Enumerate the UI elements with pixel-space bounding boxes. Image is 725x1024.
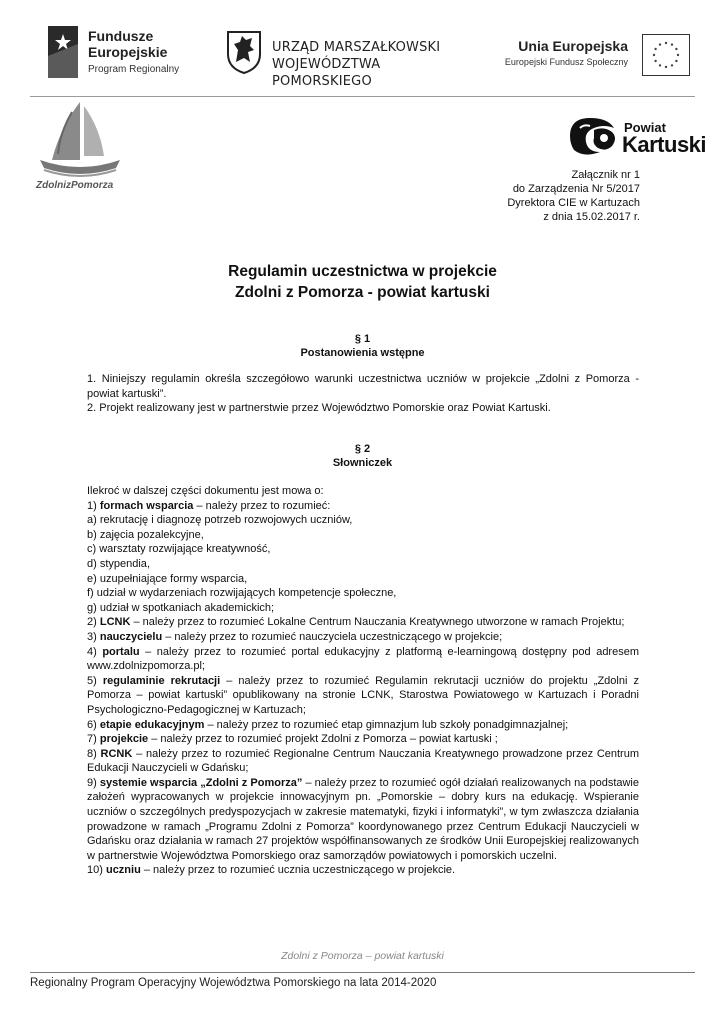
section1-body [87,372,639,416]
fundusze-europejskie-logo [48,24,198,84]
definition-term: etapie edukacyjnym [99,718,205,731]
definition-text: – należy przez to rozumieć: [193,499,331,512]
definition-10 [87,863,639,878]
definition-1 [87,499,639,514]
unia-europejska-logo [492,34,692,80]
section2-body [87,484,639,878]
powiat-kartuski-logo [564,112,709,162]
definition-text: – należy przez to rozumieć Lokalne Centrum Nauczania Kreatywnego utworzone w ramach Projektu; [130,616,625,629]
definition-7 [87,732,639,747]
powiat-logo-line1: Powiat [624,120,666,135]
definition-text: – należy przez to rozumieć nauczyciela uczestniczącego w projekcie; [162,630,503,643]
powiat-kartuski-emblem-icon [564,114,620,158]
section2-heading [0,442,725,470]
section1-number: § 1 [354,333,371,345]
footer-program-name: Regionalny Program Operacyjny Województwa Pomorskiego na lata 2014-2020 [30,977,437,989]
definition-text: – należy przez to rozumieć Regulamin rekrutacji uczniów do projektu „Zdolni z Pomorza – powiat kartuski” opublikowany na stronie LCNK, Starostwa Powiatowego w Kartuzach i Poradni Psychologiczno-Pedagogicznej w Kartuzach; [87,674,639,716]
definition-5 [87,674,639,718]
form-item: g) udział w spotkaniach akademickich; [87,601,275,614]
powiat-logo-line2: Kartuski [622,132,707,157]
definition-text: – należy przez to rozumieć etap gimnazjum lub szkoły ponadgimnazjalnej; [204,718,569,731]
section2-title: Słowniczek [332,457,393,469]
fundusze-europejskie-star-icon [48,26,78,78]
definition-number: 9) [87,776,100,789]
zdolni-z-pomorza-logo [30,98,130,194]
ue-logo-line2: Europejski Fundusz Społeczny [504,57,628,67]
definition-number: 6) [87,718,100,731]
griffin-crest-icon [226,30,262,74]
definition-4 [87,645,639,674]
definition-term: projekcie [99,733,149,746]
definition-number: 7) [87,733,100,746]
definition-term: uczniu [105,864,141,877]
title-line2: Zdolni z Pomorza - powiat kartuski [235,284,490,301]
urzad-logo-line2: WOJEWÓDZTWA POMORSKIEGO [272,57,381,89]
fe-logo-line1: Fundusze [88,28,154,44]
form-item: a) rekrutację i diagnozę potrzeb rozwojowych uczniów, [87,514,353,527]
definition-8 [87,747,639,776]
section1-paragraph-1: 1. Niniejszy regulamin określa szczegółowo warunki uczestnictwa uczniów w projekcie „Zdolni z Pomorza - powiat kartuski”. [87,373,639,400]
definition-term: formach wsparcia [99,499,194,512]
zp-logo-caption: ZdolnizPomorza [36,180,114,191]
definition-term: regulaminie rekrutacji [102,674,221,687]
definition-text: – należy przez to rozumieć projekt Zdolni z Pomorza – powiat kartuski ; [148,733,498,746]
definition-text: – należy przez to rozumieć Regionalne Centrum Nauczania Kreatywnego prowadzone przez Centrum Edukacji Nauczycieli w Gdańsku; [87,747,640,775]
section1-paragraph-2: 2. Projekt realizowany jest w partnerstwie przez Województwo Pomorskie oraz Powiat Kartuski. [87,402,551,415]
footer-divider [30,972,695,973]
ue-logo-line1: Unia Europejska [518,38,628,54]
definition-term: LCNK [99,616,131,629]
definition-9 [87,776,639,864]
definition-number: 10) [87,864,106,877]
form-item: b) zajęcia pozalekcyjne, [87,528,204,541]
definition-text: – należy przez to rozumieć ucznia uczestniczącego w projekcie. [140,864,456,877]
fe-logo-line3: Program Regionalny [88,64,180,75]
section1-title: Postanowienia wstępne [300,347,425,359]
eu-flag-icon [642,34,690,76]
document-title [0,261,725,303]
fe-logo-line2: Europejskie [88,44,168,60]
definition-2 [87,615,639,630]
footer-project-name: Zdolni z Pomorza – powiat kartuski [281,950,444,962]
definition-number: 8) [87,747,101,760]
definition-term: RCNK [100,747,133,760]
urzad-logo-line1: URZĄD MARSZAŁKOWSKI [272,40,441,55]
form-item: f) udział w wydarzeniach rozwijających kompetencje społeczne, [87,587,397,600]
sailboat-book-icon [30,98,130,180]
annex-reference [507,168,640,224]
definition-6 [87,718,639,733]
definition-number: 1) [87,499,100,512]
form-item: d) stypendia, [87,557,150,570]
definition-number: 4) [87,645,103,658]
definition-number: 3) [87,630,100,643]
annex-line3: Dyrektora CIE w Kartuzach [507,197,640,209]
header-divider [30,96,695,97]
definition-text: – należy przez to rozumieć ogół działań realizowanych na podstawie założeń wypracowanych w projekcie innowacyjnym pn. „Pomorskie – dobry kurs na edukację. Wspieranie uczniów o szczególnych predyspozycjach w zakresie matematyki, fizyki i informatyki”, w tym zwłaszcza działania prowadzone w ramach „Programu Zdolni z Pomorza” koordynowanego przez Centrum Edukacji Nauczycieli w Gdańsku oraz działania w ramach 27 projektów współfinansowanych ze środków Unii Europejskiej realizowanych w partnerstwie Województwa Pomorskiego oraz samorządów powiatowych i pomorskich uczelni. [87,776,639,862]
definition-text: – należy przez to rozumieć portal edukacyjny z platformą e-learningową dostępny pod adresem www.zdolnizpomorza.pl; [87,645,639,673]
annex-line1: Załącznik nr 1 [571,169,640,181]
form-item: c) warsztaty rozwijające kreatywność, [87,543,271,556]
definition-3 [87,630,639,645]
definition-number: 5) [87,674,103,687]
title-line1: Regulamin uczestnictwa w projekcie [228,263,497,280]
section2-intro: Ilekroć w dalszej części dokumentu jest mowa o: [87,485,324,497]
annex-line4: z dnia 15.02.2017 r. [543,211,640,223]
definition-term: portalu [102,645,140,658]
section2-number: § 2 [354,443,371,455]
urzad-marszalkowski-logo [226,30,476,89]
form-item: e) uzupełniające formy wsparcia, [87,572,248,585]
section1-heading [0,332,725,360]
definition-term: systemie wsparcia „Zdolni z Pomorza” [99,776,303,789]
annex-line2: do Zarządzenia Nr 5/2017 [512,183,640,195]
definition-number: 2) [87,616,100,629]
definition-term: nauczycielu [99,630,163,643]
